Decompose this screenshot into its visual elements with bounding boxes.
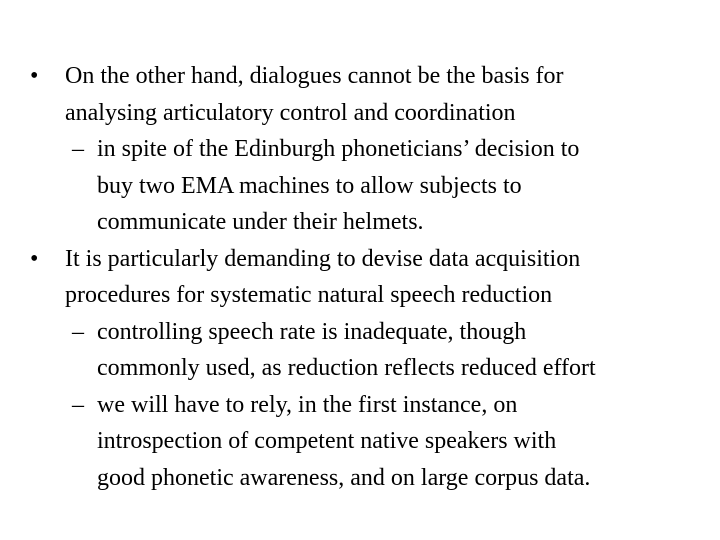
sub-bullet-item — [65, 314, 700, 387]
sub-bullet-text-line: buy two EMA machines to allow subjects to — [97, 172, 522, 199]
sub-bullet-text-line: communicate under their helmets. — [97, 209, 424, 235]
sub-bullet-item — [65, 387, 700, 497]
sub-bullet-item — [65, 131, 700, 241]
dash-marker: – — [72, 136, 84, 162]
bullet-marker: • — [30, 245, 39, 272]
dash-marker: – — [72, 318, 84, 345]
bullet-list — [30, 58, 700, 496]
sub-bullet-text-line: we will have to rely, in the first instance, on — [97, 391, 518, 418]
sub-bullet-text-line: good phonetic awareness, and on large corpus data. — [97, 464, 591, 491]
sub-bullet-text-line: controlling speech rate is inadequate, though — [97, 318, 527, 345]
sub-list — [65, 314, 700, 497]
dash-marker: – — [72, 391, 84, 418]
sub-bullet-text-line: introspection of competent native speakers with — [97, 428, 557, 454]
bullet-item — [30, 58, 700, 241]
bullet-text-line: It is particularly demanding to devise data acquisition — [65, 245, 581, 272]
sub-bullet-text-line: commonly used, as reduction reflects reduced effort — [97, 355, 596, 381]
bullet-text-line: procedures for systematic natural speech reduction — [65, 282, 553, 308]
sub-bullet-text-line: in spite of the Edinburgh phoneticians’ decision to — [97, 136, 580, 162]
bullet-item — [30, 241, 700, 497]
bullet-marker: • — [30, 63, 39, 89]
sub-list — [65, 131, 700, 241]
bullet-text-line: On the other hand, dialogues cannot be the basis for — [65, 63, 564, 89]
bullet-text-line: analysing articulatory control and coordination — [65, 99, 516, 126]
